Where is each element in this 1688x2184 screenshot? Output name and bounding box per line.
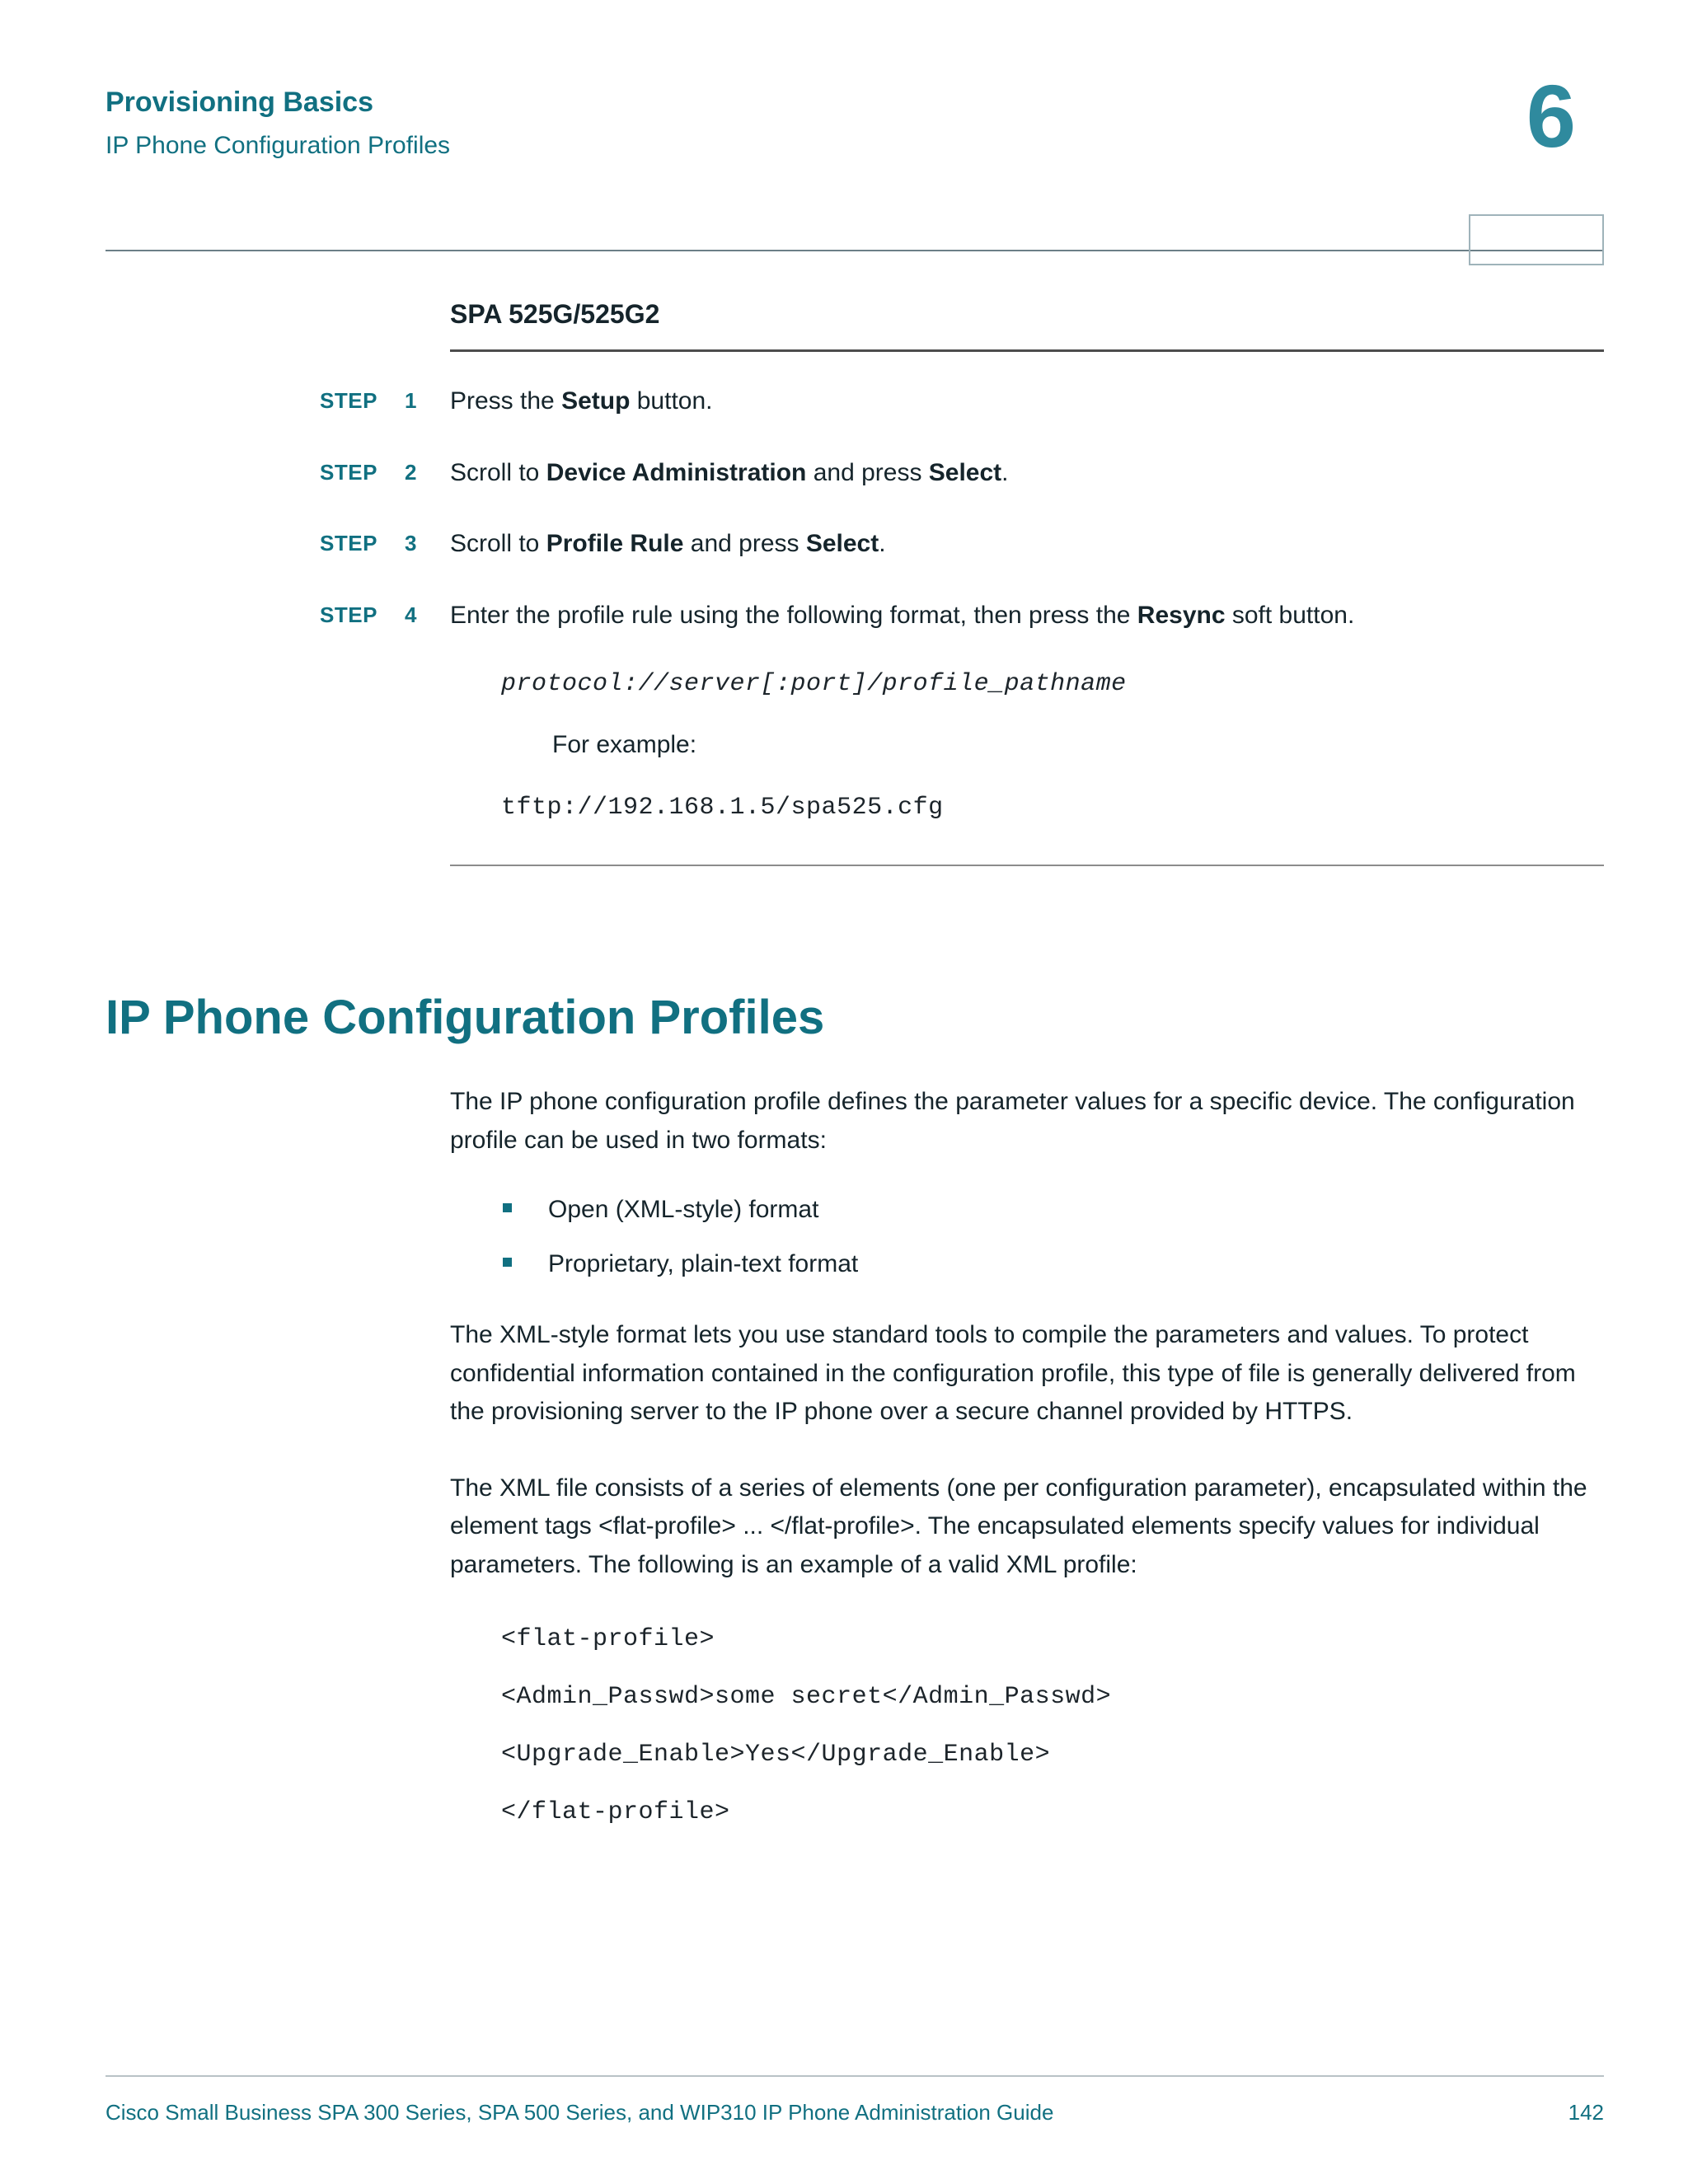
section-body: [450, 1083, 1597, 1826]
chapter-title: Provisioning Basics: [106, 87, 373, 118]
example-label: For example:: [552, 731, 697, 758]
step-1-label: [320, 387, 417, 415]
procedure-rule-bottom: [450, 865, 1604, 866]
procedure-steps: [320, 385, 1604, 632]
example-url-code: tftp://192.168.1.5/spa525.cfg: [501, 794, 944, 822]
step-2-label-text: STEP: [320, 459, 377, 485]
list-item: [503, 1196, 1597, 1224]
step-1: [320, 385, 1604, 419]
chapter-tab-box: [1469, 214, 1604, 265]
step-3-text: Scroll to Profile Rule and press Select.: [450, 530, 886, 557]
footer-page-number: 142: [1568, 2100, 1604, 2125]
xml-format-paragraph: The XML-style format lets you use standard tools to compile the parameters and values. To protect confidential information contained in the configuration profile, this type of file is generally delivered from the provisioning server to the IP phone over a secure channel provided by HTTPS.: [450, 1321, 1576, 1425]
step-4: [320, 599, 1604, 633]
bullet-1-text: Open (XML-style) format: [548, 1196, 819, 1223]
step-3: [320, 527, 1604, 561]
code-line-3: <Upgrade_Enable>Yes</Upgrade_Enable>: [501, 1741, 1051, 1769]
xml-example-code-block: [450, 1625, 1597, 1826]
page-header: [106, 66, 1604, 166]
footer-document-title: Cisco Small Business SPA 300 Series, SPA 500 Series, and WIP310 IP Phone Administration Guide: [106, 2100, 1054, 2125]
header-titles: [106, 87, 450, 160]
step-4-number: 4: [405, 602, 417, 627]
code-line-1: <flat-profile>: [501, 1625, 715, 1653]
step-1-text: Press the Setup button.: [450, 387, 713, 415]
step-3-number: 3: [405, 531, 417, 555]
procedure-block: [320, 299, 1604, 866]
profile-rule-format-code: protocol://server[:port]/profile_pathname: [501, 670, 1127, 698]
step-3-label: [320, 529, 417, 558]
intro-paragraph: The IP phone configuration profile defines the parameter values for a specific device. The configuration profile can be used in two formats:: [450, 1088, 1575, 1154]
step-4-label: [320, 601, 417, 630]
step-2-text: Scroll to Device Administration and press Select.: [450, 458, 1009, 486]
bullet-icon: [503, 1203, 512, 1212]
step-2: [320, 457, 1604, 490]
format-bullet-list: [450, 1196, 1597, 1278]
page-footer: [106, 2075, 1604, 2125]
chapter-number: 6: [1526, 66, 1576, 166]
procedure-rule-top: [450, 349, 1604, 352]
step-2-number: 2: [405, 459, 417, 485]
procedure-heading: SPA 525G/525G2: [450, 299, 660, 329]
section-title: IP Phone Configuration Profiles: [106, 991, 825, 1044]
section-breadcrumb: IP Phone Configuration Profiles: [106, 132, 451, 159]
step-3-label-text: STEP: [320, 531, 377, 555]
list-item: [503, 1250, 1597, 1278]
bullet-2-text: Proprietary, plain-text format: [548, 1250, 859, 1277]
step-2-label: [320, 458, 417, 487]
header-rule: [106, 250, 1604, 251]
code-line-2: <Admin_Passwd>some secret</Admin_Passwd>: [501, 1683, 1112, 1711]
code-line-4: </flat-profile>: [501, 1798, 730, 1826]
xml-file-paragraph: The XML file consists of a series of elements (one per configuration parameter), encapsulated within the element tags <flat-profile> ... </flat-profile>. The encapsulated elements specify values for individual parameters. The following is an example of a valid XML profile:: [450, 1474, 1587, 1578]
step-1-number: 1: [405, 388, 417, 413]
step-4-label-text: STEP: [320, 602, 377, 627]
step-1-label-text: STEP: [320, 388, 377, 413]
bullet-icon: [503, 1258, 512, 1267]
step-4-text: Enter the profile rule using the following format, then press the Resync soft button.: [450, 601, 1355, 629]
